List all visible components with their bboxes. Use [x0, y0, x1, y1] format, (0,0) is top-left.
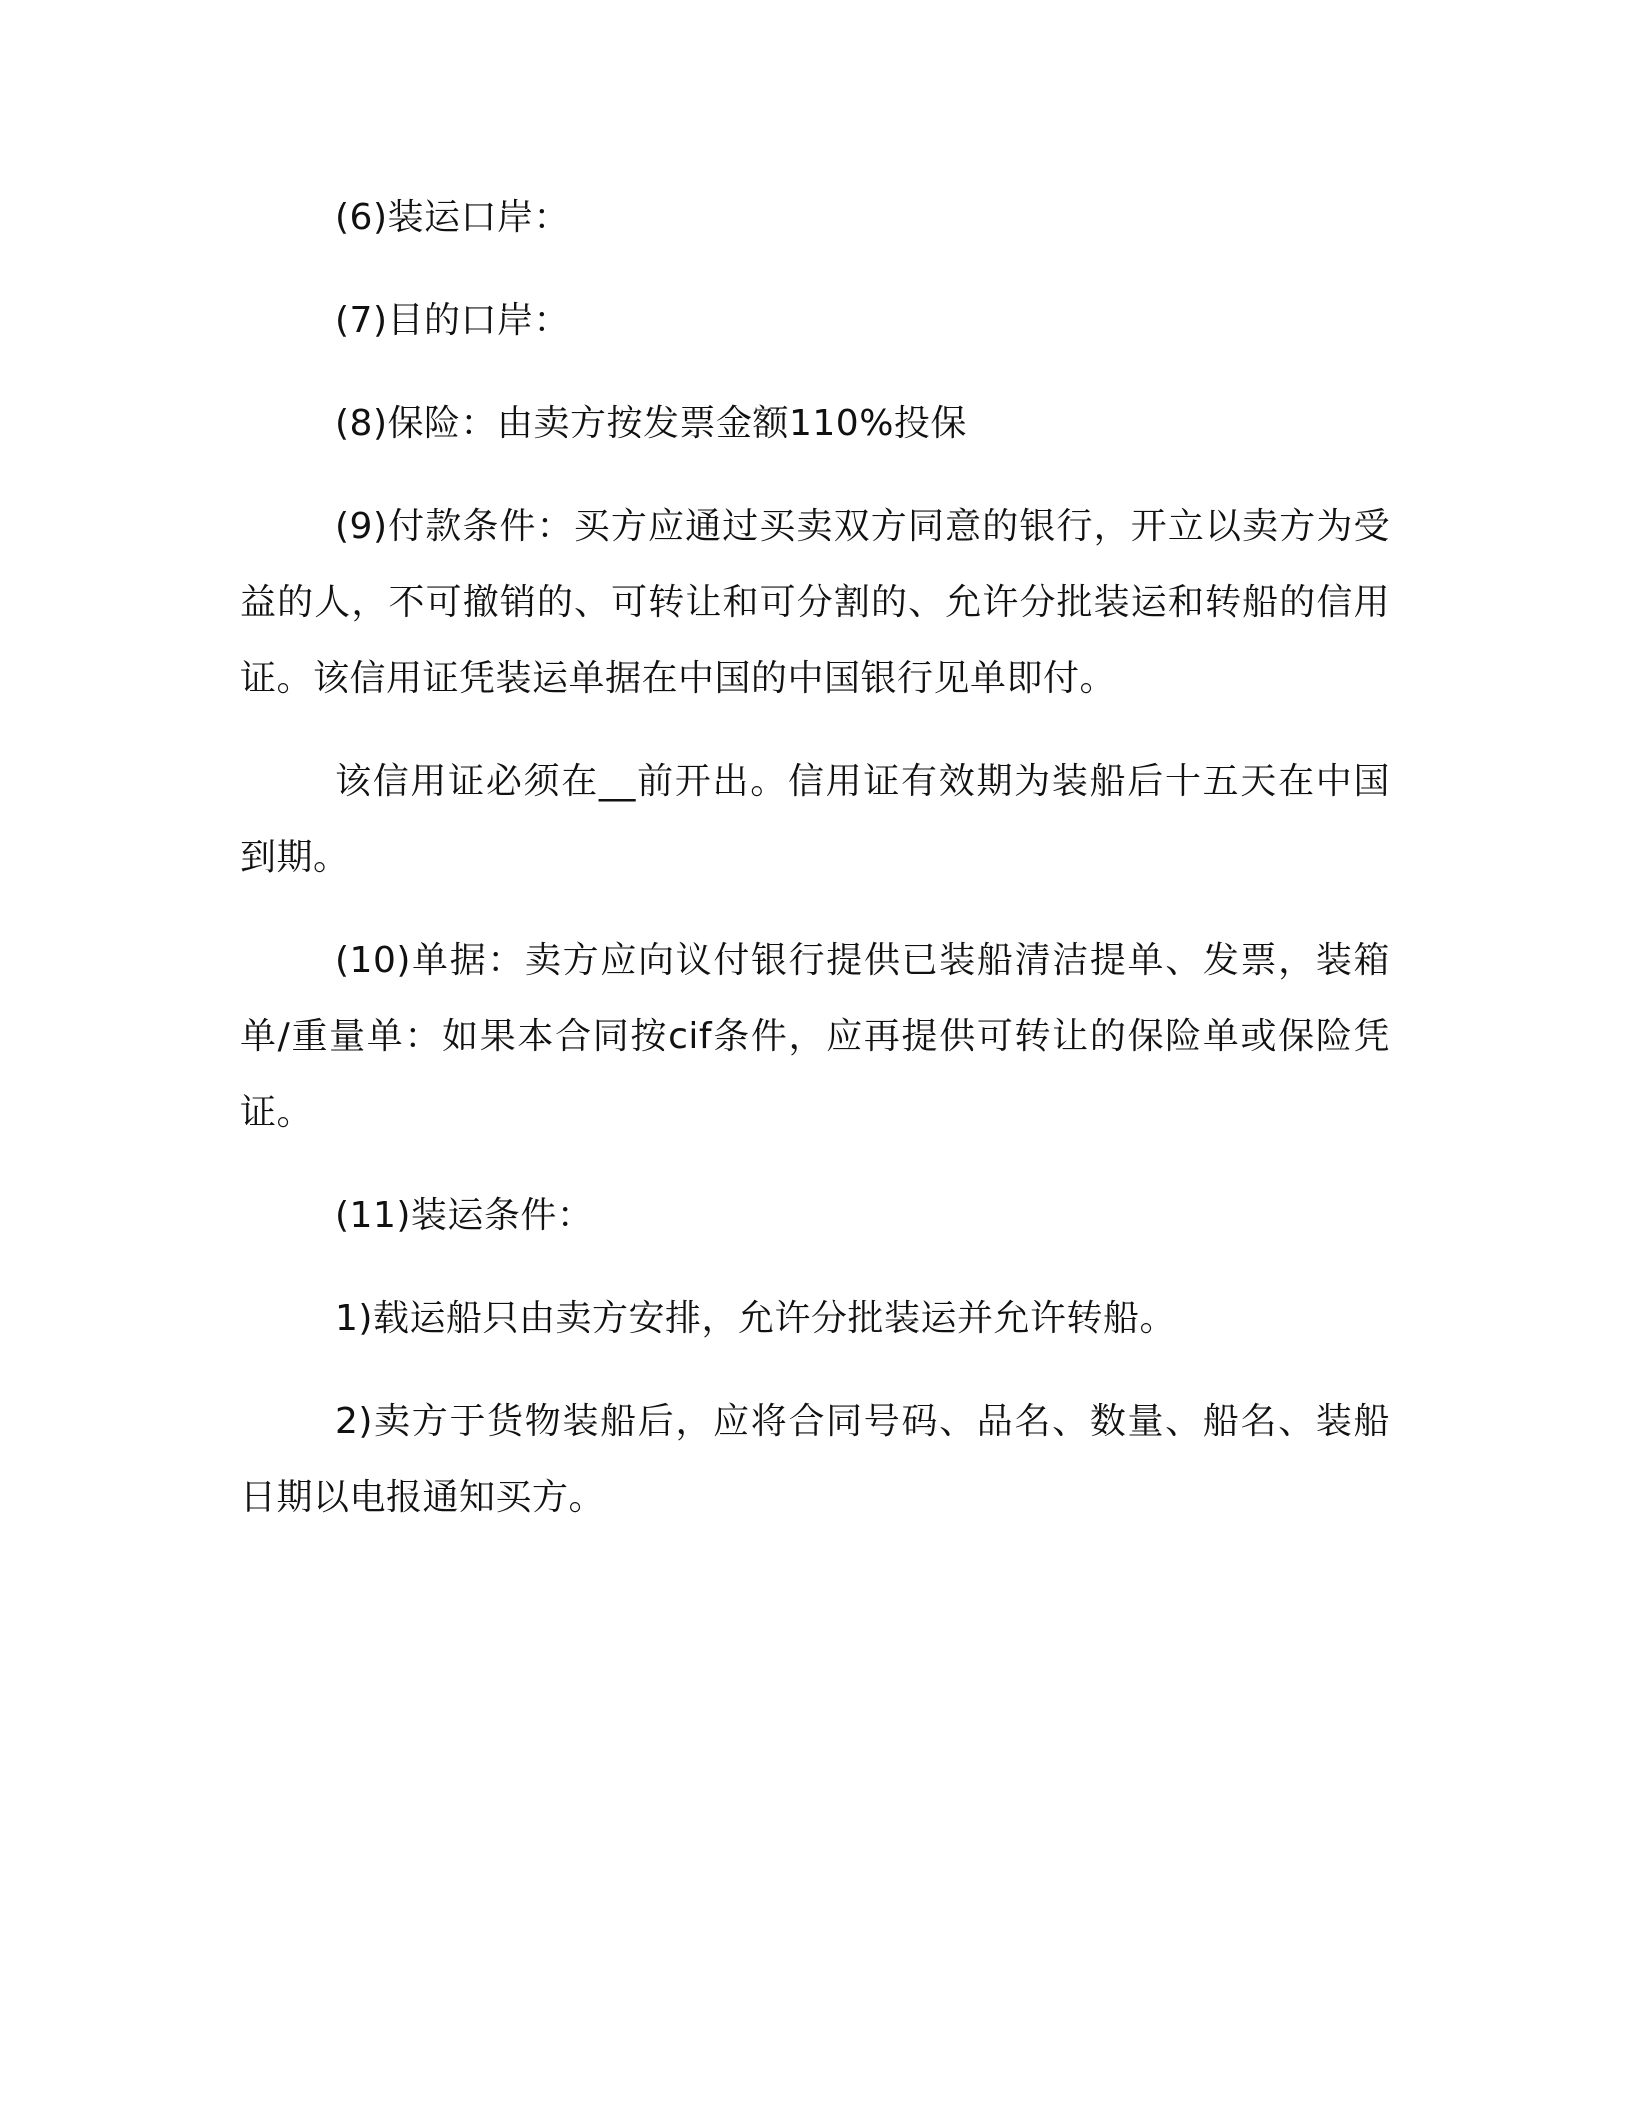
document-page	[240, 0, 1390, 1563]
clause-11-item-1: 1)载运船只由卖方安排，允许分批装运并允许转船。	[335, 1298, 1176, 1339]
clause-6-loading-port: (6)装运口岸：	[335, 197, 570, 238]
clause-11-item-2: 2)卖方于货物装船后，应将合同号码、品名、数量、船名、装船日期以电报通知买方。	[240, 1401, 1390, 1518]
clause-10-documents: (10)单据：卖方应向议付银行提供已装船清洁提单、发票，装箱单/重量单：如果本合同按cif条件，应再提供可转让的保险单或保险凭证。	[240, 940, 1390, 1133]
clause-7-destination-port: (7)目的口岸：	[335, 300, 570, 341]
clause-11-shipment-terms: (11)装运条件：	[335, 1195, 594, 1236]
clause-9-payment-terms: (9)付款条件：买方应通过买卖双方同意的银行，开立以卖方为受益的人，不可撤销的、可转让和可分割的、允许分批装运和转船的信用证。该信用证凭装运单据在中国的中国银行见单即付。	[240, 506, 1390, 699]
clause-9-credit-validity: 该信用证必须在__前开出。信用证有效期为装船后十五天在中国到期。	[240, 761, 1390, 878]
clause-8-insurance: (8)保险：由卖方按发票金额110%投保	[335, 403, 967, 444]
